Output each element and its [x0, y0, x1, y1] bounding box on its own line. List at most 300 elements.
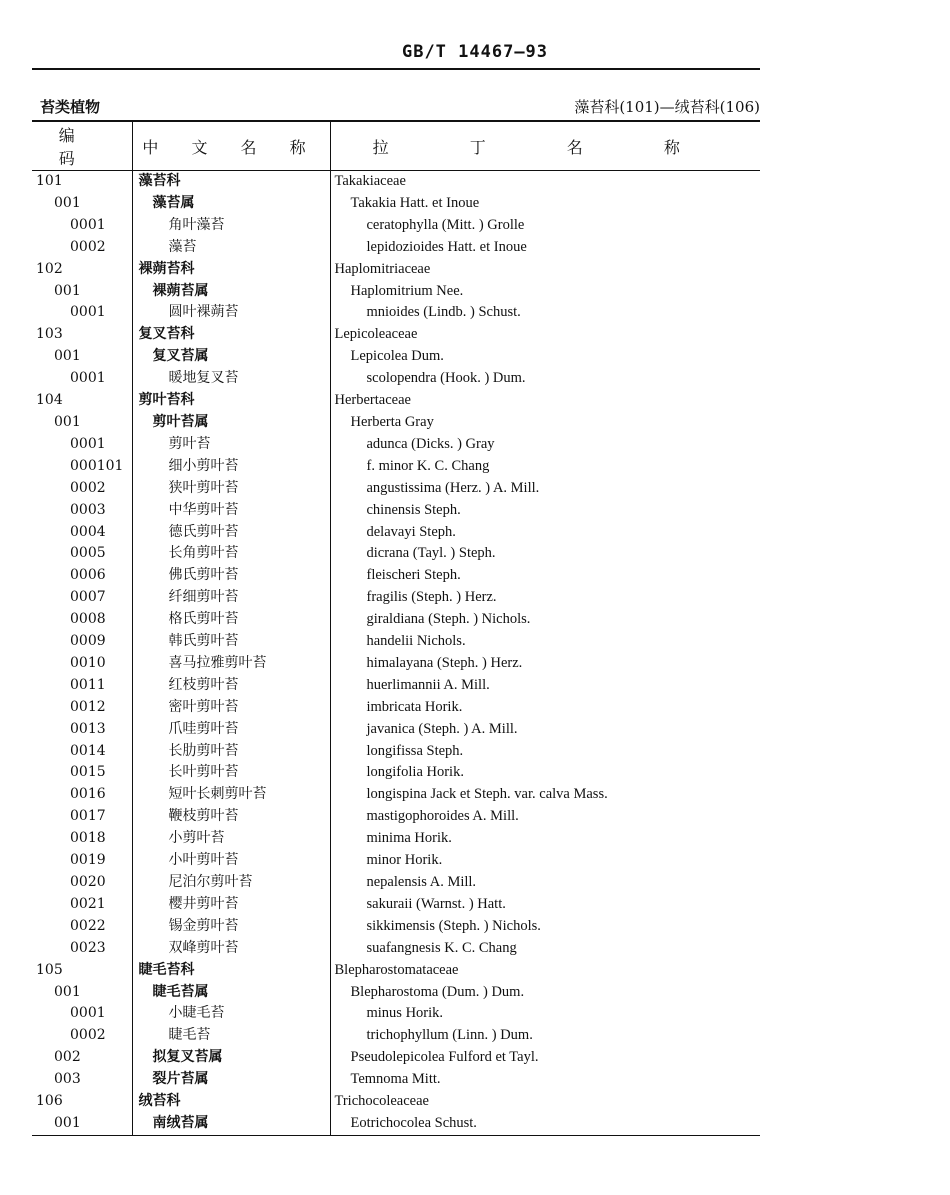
chinese-name-cell: [132, 171, 330, 193]
chinese-name-cell: [132, 412, 330, 434]
latin-name-cell: [330, 478, 760, 500]
latin-name-text: minor Horik.: [366, 852, 443, 869]
chinese-name-text: 鞭枝剪叶苔: [168, 808, 239, 825]
header-rule: [32, 68, 760, 70]
chinese-name-text: 爪哇剪叶苔: [168, 720, 239, 737]
table-row: [32, 259, 760, 281]
chinese-name-cell: [132, 894, 330, 916]
latin-name-text: Pseudolepicolea Fulford et Tayl.: [350, 1049, 539, 1066]
code-cell: [32, 916, 132, 938]
section-title: 苔类植物: [40, 98, 101, 116]
latin-name-text: Lepicoleaceae: [334, 326, 418, 343]
table-row: [32, 1069, 760, 1091]
chinese-name-text: 长叶剪叶苔: [168, 764, 239, 781]
table-row: [32, 1091, 760, 1113]
latin-name-cell: [330, 1091, 760, 1113]
table-row: [32, 916, 760, 938]
chinese-name-text: 裂片苔属: [152, 1071, 209, 1088]
code-text: 0007: [70, 589, 106, 606]
latin-name-text: dicrana (Tayl. ) Steph.: [366, 545, 496, 562]
code-cell: [32, 631, 132, 653]
chinese-name-cell: [132, 522, 330, 544]
latin-name-text: fleischeri Steph.: [366, 567, 461, 584]
code-cell: [32, 675, 132, 697]
code-text: 001: [54, 413, 81, 430]
latin-name-cell: [330, 916, 760, 938]
latin-name-text: Takakiaceae: [334, 173, 406, 189]
chinese-name-cell: [132, 1025, 330, 1047]
code-cell: [32, 302, 132, 324]
chinese-name-text: 短叶长刺剪叶苔: [168, 786, 267, 803]
latin-name-text: imbricata Horik.: [366, 698, 463, 715]
code-text: 0011: [70, 676, 106, 693]
latin-name-cell: [330, 784, 760, 806]
table-row: [32, 171, 760, 193]
code-cell: [32, 784, 132, 806]
code-text: 002: [54, 1049, 81, 1066]
latin-name-text: longifolia Horik.: [366, 764, 464, 781]
chinese-name-text: 剪叶苔属: [152, 413, 209, 430]
chinese-name-text: 裸蒴苔属: [152, 282, 209, 299]
chinese-name-cell: [132, 324, 330, 346]
table-row: [32, 719, 760, 741]
table-row: [32, 872, 760, 894]
latin-name-cell: [330, 390, 760, 412]
code-text: 0015: [70, 764, 106, 781]
code-cell: [32, 1113, 132, 1135]
chinese-name-cell: [132, 193, 330, 215]
chinese-name-text: 裸蒴苔科: [138, 260, 195, 277]
chinese-name-cell: [132, 587, 330, 609]
chinese-name-cell: [132, 543, 330, 565]
latin-name-cell: [330, 302, 760, 324]
table-row: [32, 281, 760, 303]
table-row: [32, 346, 760, 368]
code-cell: [32, 719, 132, 741]
table-row: [32, 412, 760, 434]
table-row: [32, 850, 760, 872]
chinese-name-text: 锡金剪叶苔: [168, 917, 239, 934]
code-text: 104: [36, 392, 63, 409]
table-header-row: [32, 121, 760, 171]
latin-name-text: himalayana (Steph. ) Herz.: [366, 654, 523, 671]
latin-name-text: Eotrichocolea Schust.: [350, 1114, 477, 1131]
chinese-name-cell: [132, 916, 330, 938]
latin-name-cell: [330, 543, 760, 565]
latin-name-cell: [330, 434, 760, 456]
latin-name-cell: [330, 609, 760, 631]
table-row: [32, 215, 760, 237]
chinese-name-text: 佛氏剪叶苔: [168, 567, 239, 584]
code-text: 0003: [70, 501, 106, 518]
table-row: [32, 938, 760, 960]
code-cell: [32, 456, 132, 478]
latin-name-cell: [330, 1025, 760, 1047]
table-row: [32, 806, 760, 828]
code-text: 0004: [70, 523, 106, 540]
latin-name-cell: [330, 806, 760, 828]
latin-name-text: chinensis Steph.: [366, 501, 461, 518]
code-cell: [32, 368, 132, 390]
chinese-name-text: 细小剪叶苔: [168, 457, 239, 474]
latin-name-text: minima Horik.: [366, 830, 452, 847]
chinese-name-cell: [132, 346, 330, 368]
chinese-name-cell: [132, 741, 330, 763]
code-text: 0010: [70, 654, 106, 671]
table-row: [32, 762, 760, 784]
latin-name-text: Haplomitrium Nee.: [350, 282, 464, 299]
chinese-name-text: 格氏剪叶苔: [168, 611, 239, 628]
code-cell: [32, 697, 132, 719]
table-row: [32, 894, 760, 916]
latin-name-cell: [330, 828, 760, 850]
chinese-name-text: 纤细剪叶苔: [168, 589, 239, 606]
chinese-name-text: 圆叶裸蒴苔: [168, 304, 239, 321]
latin-name-cell: [330, 675, 760, 697]
code-text: 001: [54, 348, 81, 365]
latin-name-cell: [330, 281, 760, 303]
latin-name-text: suafangnesis K. C. Chang: [366, 939, 517, 956]
chinese-name-text: 红枝剪叶苔: [168, 676, 239, 693]
chinese-name-cell: [132, 1047, 330, 1069]
latin-name-text: Takakia Hatt. et Inoue: [350, 194, 480, 211]
chinese-name-cell: [132, 982, 330, 1004]
code-text: 0002: [70, 238, 106, 255]
chinese-name-cell: [132, 215, 330, 237]
chinese-name-cell: [132, 500, 330, 522]
table-row: [32, 478, 760, 500]
latin-name-text: handelii Nichols.: [366, 633, 466, 650]
chinese-name-cell: [132, 390, 330, 412]
latin-name-text: delavayi Steph.: [366, 523, 456, 540]
table-row: [32, 543, 760, 565]
table-row: [32, 193, 760, 215]
chinese-name-text: 睫毛苔属: [152, 983, 209, 1000]
chinese-name-text: 喜马拉雅剪叶苔: [168, 654, 267, 671]
code-text: 0002: [70, 479, 106, 496]
latin-name-text: Blepharostoma (Dum. ) Dum.: [350, 983, 525, 1000]
latin-name-cell: [330, 1113, 760, 1135]
section-range: 藻苔科(101)—绒苔科(106): [574, 98, 760, 116]
latin-name-cell: [330, 237, 760, 259]
code-text: 105: [36, 961, 63, 978]
latin-name-cell: [330, 259, 760, 281]
latin-name-text: fragilis (Steph. ) Herz.: [366, 589, 497, 606]
chinese-name-text: 暖地复叉苔: [168, 370, 239, 387]
chinese-name-cell: [132, 872, 330, 894]
chinese-name-cell: [132, 1069, 330, 1091]
table-row: [32, 324, 760, 346]
code-cell: [32, 390, 132, 412]
code-cell: [32, 828, 132, 850]
chinese-name-text: 双峰剪叶苔: [168, 939, 239, 956]
latin-name-text: sikkimensis (Steph. ) Nichols.: [366, 917, 541, 934]
latin-name-text: mnioides (Lindb. ) Schust.: [366, 304, 521, 321]
chinese-name-cell: [132, 675, 330, 697]
latin-name-cell: [330, 456, 760, 478]
table-row: [32, 456, 760, 478]
latin-name-text: mastigophoroides A. Mill.: [366, 808, 519, 825]
latin-name-text: Herbertaceae: [334, 392, 411, 409]
chinese-name-cell: [132, 697, 330, 719]
code-cell: [32, 609, 132, 631]
code-cell: [32, 982, 132, 1004]
chinese-name-text: 睫毛苔: [168, 1027, 211, 1044]
chinese-name-text: 密叶剪叶苔: [168, 698, 239, 715]
table-row: [32, 609, 760, 631]
code-cell: [32, 653, 132, 675]
chinese-name-text: 剪叶苔: [168, 435, 211, 452]
latin-name-cell: [330, 938, 760, 960]
latin-name-cell: [330, 850, 760, 872]
latin-name-cell: [330, 346, 760, 368]
chinese-name-text: 韩氏剪叶苔: [168, 633, 239, 650]
standard-number: GB/T 14467—93: [401, 42, 549, 62]
table-row: [32, 368, 760, 390]
code-text: 001: [54, 282, 81, 299]
table-row: [32, 390, 760, 412]
table-row: [32, 522, 760, 544]
latin-name-text: longispina Jack et Steph. var. calva Mass.: [366, 786, 608, 803]
latin-name-cell: [330, 741, 760, 763]
chinese-name-text: 拟复叉苔属: [152, 1049, 223, 1066]
table-row: [32, 631, 760, 653]
chinese-name-cell: [132, 828, 330, 850]
code-cell: [32, 1003, 132, 1025]
chinese-name-cell: [132, 719, 330, 741]
latin-name-text: Trichocoleaceae: [334, 1093, 429, 1110]
code-text: 0009: [70, 633, 106, 650]
code-cell: [32, 587, 132, 609]
code-text: 0012: [70, 698, 106, 715]
latin-name-text: javanica (Steph. ) A. Mill.: [366, 720, 518, 737]
code-text: 0019: [70, 852, 106, 869]
table-row: [32, 960, 760, 982]
code-cell: [32, 193, 132, 215]
code-cell: [32, 741, 132, 763]
chinese-name-cell: [132, 1091, 330, 1113]
code-text: 103: [36, 326, 63, 343]
code-cell: [32, 960, 132, 982]
code-cell: [32, 1091, 132, 1113]
latin-name-cell: [330, 762, 760, 784]
table-row: [32, 302, 760, 324]
code-text: 0005: [70, 545, 106, 562]
code-cell: [32, 543, 132, 565]
chinese-name-text: 剪叶苔科: [138, 392, 195, 409]
latin-name-text: nepalensis A. Mill.: [366, 874, 477, 890]
code-cell: [32, 346, 132, 368]
chinese-name-cell: [132, 456, 330, 478]
chinese-name-text: 睫毛苔科: [138, 961, 195, 978]
code-text: 0001: [70, 370, 106, 387]
latin-name-cell: [330, 565, 760, 587]
table-row: [32, 784, 760, 806]
code-text: 0002: [70, 1027, 106, 1044]
code-cell: [32, 259, 132, 281]
latin-name-text: scolopendra (Hook. ) Dum.: [366, 370, 526, 387]
latin-name-cell: [330, 1047, 760, 1069]
chinese-name-text: 中华剪叶苔: [168, 501, 239, 518]
code-text: 0014: [70, 742, 106, 759]
chinese-name-text: 复叉苔科: [138, 326, 195, 343]
chinese-name-text: 复叉苔属: [152, 348, 209, 365]
chinese-name-cell: [132, 784, 330, 806]
chinese-name-text: 小剪叶苔: [168, 830, 225, 847]
code-cell: [32, 478, 132, 500]
code-text: 102: [36, 260, 63, 277]
code-cell: [32, 412, 132, 434]
code-cell: [32, 215, 132, 237]
table-row: [32, 675, 760, 697]
latin-name-cell: [330, 982, 760, 1004]
code-text: 0006: [70, 567, 106, 584]
chinese-name-cell: [132, 938, 330, 960]
code-cell: [32, 324, 132, 346]
chinese-name-cell: [132, 478, 330, 500]
latin-name-cell: [330, 1069, 760, 1091]
code-text: 106: [36, 1093, 63, 1110]
table-row: [32, 1025, 760, 1047]
code-cell: [32, 1025, 132, 1047]
table-row: [32, 697, 760, 719]
table-row: [32, 434, 760, 456]
latin-name-cell: [330, 412, 760, 434]
table-row: [32, 982, 760, 1004]
latin-name-text: huerlimannii A. Mill.: [366, 676, 490, 693]
chinese-name-text: 尼泊尔剪叶苔: [168, 874, 253, 890]
table-row: [32, 565, 760, 587]
code-text: 001: [54, 983, 81, 1000]
code-cell: [32, 434, 132, 456]
code-cell: [32, 237, 132, 259]
table-row: [32, 1003, 760, 1025]
chinese-name-cell: [132, 237, 330, 259]
table-row: [32, 1047, 760, 1069]
chinese-name-text: 小睫毛苔: [168, 1005, 225, 1022]
latin-name-text: longifissa Steph.: [366, 742, 464, 759]
table-row: [32, 1113, 760, 1135]
table-body: [32, 171, 760, 1136]
table-row: [32, 828, 760, 850]
latin-name-cell: [330, 215, 760, 237]
chinese-name-cell: [132, 368, 330, 390]
latin-name-text: sakuraii (Warnst. ) Hatt.: [366, 895, 506, 912]
latin-name-text: Temnoma Mitt.: [350, 1071, 441, 1088]
latin-name-text: minus Horik.: [366, 1005, 444, 1022]
chinese-name-cell: [132, 259, 330, 281]
latin-name-text: trichophyllum (Linn. ) Dum.: [366, 1027, 533, 1044]
chinese-name-cell: [132, 653, 330, 675]
latin-name-text: angustissima (Herz. ) A. Mill.: [366, 479, 540, 496]
code-text: 000101: [70, 457, 124, 474]
code-cell: [32, 522, 132, 544]
chinese-name-cell: [132, 281, 330, 303]
latin-name-text: Lepicolea Dum.: [350, 348, 444, 365]
chinese-name-cell: [132, 565, 330, 587]
column-header-chinese-name: 中 文 名 称: [132, 121, 330, 171]
code-text: 0018: [70, 830, 106, 847]
table-row: [32, 741, 760, 763]
chinese-name-cell: [132, 1003, 330, 1025]
latin-name-text: lepidozioides Hatt. et Inoue: [366, 238, 527, 255]
latin-name-cell: [330, 653, 760, 675]
chinese-name-text: 长角剪叶苔: [168, 545, 239, 562]
code-cell: [32, 171, 132, 193]
chinese-name-cell: [132, 960, 330, 982]
chinese-name-cell: [132, 1113, 330, 1135]
code-cell: [32, 894, 132, 916]
chinese-name-text: 德氏剪叶苔: [168, 523, 239, 540]
chinese-name-text: 樱井剪叶苔: [168, 895, 239, 912]
code-text: 0001: [70, 435, 106, 452]
latin-name-cell: [330, 171, 760, 193]
latin-name-cell: [330, 719, 760, 741]
code-cell: [32, 872, 132, 894]
code-text: 001: [54, 1114, 81, 1131]
chinese-name-text: 藻苔科: [138, 173, 181, 189]
latin-name-cell: [330, 894, 760, 916]
code-cell: [32, 1069, 132, 1091]
code-cell: [32, 281, 132, 303]
code-text: 0022: [70, 917, 106, 934]
latin-name-cell: [330, 960, 760, 982]
chinese-name-text: 狭叶剪叶苔: [168, 479, 239, 496]
code-cell: [32, 1047, 132, 1069]
latin-name-cell: [330, 193, 760, 215]
code-text: 001: [54, 194, 81, 211]
latin-name-cell: [330, 368, 760, 390]
code-cell: [32, 938, 132, 960]
chinese-name-cell: [132, 434, 330, 456]
latin-name-cell: [330, 500, 760, 522]
code-cell: [32, 565, 132, 587]
chinese-name-text: 绒苔科: [138, 1093, 181, 1110]
chinese-name-text: 南绒苔属: [152, 1114, 209, 1131]
code-text: 003: [54, 1071, 81, 1088]
chinese-name-text: 小叶剪叶苔: [168, 852, 239, 869]
latin-name-cell: [330, 522, 760, 544]
chinese-name-text: 长肋剪叶苔: [168, 742, 239, 759]
latin-name-text: f. minor K. C. Chang: [366, 457, 490, 474]
code-text: 0013: [70, 720, 106, 737]
latin-name-cell: [330, 872, 760, 894]
code-text: 0001: [70, 216, 106, 233]
classification-table: [32, 120, 760, 1136]
chinese-name-cell: [132, 762, 330, 784]
code-text: 101: [36, 173, 63, 189]
code-text: 0021: [70, 895, 106, 912]
table-row: [32, 500, 760, 522]
code-text: 0008: [70, 611, 106, 628]
column-header-latin-name: 拉 丁 名 称: [330, 121, 760, 171]
code-text: 0016: [70, 786, 106, 803]
latin-name-cell: [330, 631, 760, 653]
code-cell: [32, 762, 132, 784]
latin-name-cell: [330, 697, 760, 719]
code-cell: [32, 806, 132, 828]
code-cell: [32, 500, 132, 522]
latin-name-cell: [330, 1003, 760, 1025]
latin-name-text: giraldiana (Steph. ) Nichols.: [366, 611, 531, 628]
code-text: 0023: [70, 939, 106, 956]
chinese-name-text: 角叶藻苔: [168, 216, 225, 233]
table-row: [32, 587, 760, 609]
latin-name-text: adunca (Dicks. ) Gray: [366, 435, 495, 452]
latin-name-text: Blepharostomataceae: [334, 961, 459, 978]
chinese-name-cell: [132, 806, 330, 828]
code-text: 0017: [70, 808, 106, 825]
